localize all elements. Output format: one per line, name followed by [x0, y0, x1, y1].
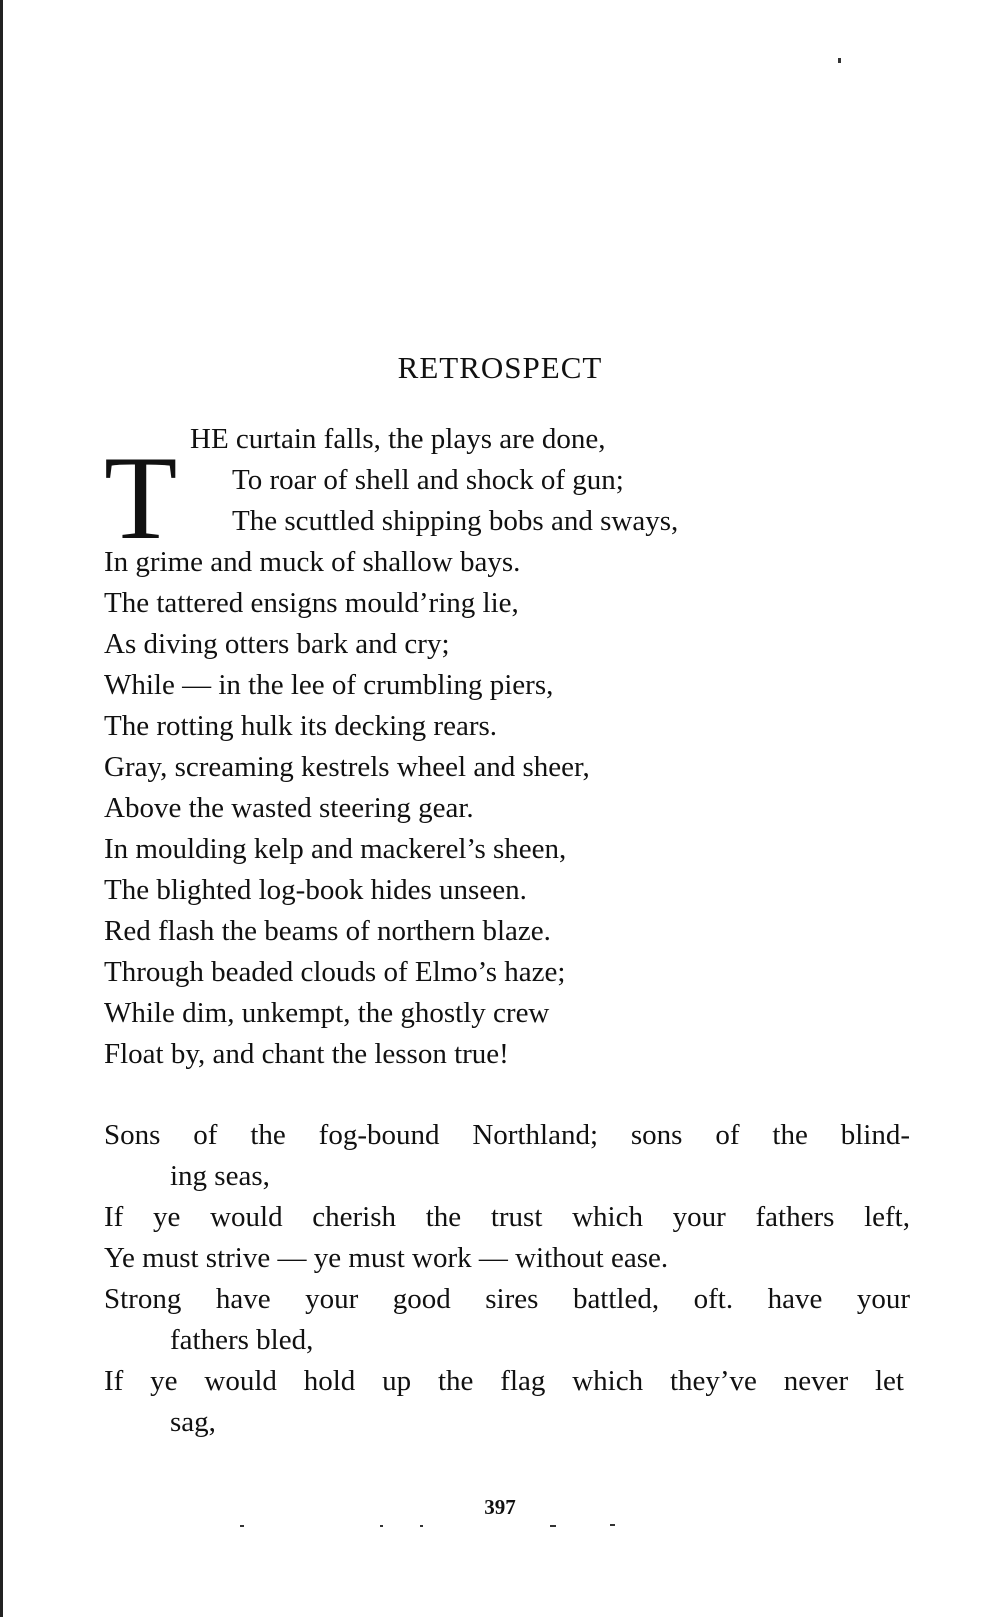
scan-speck [610, 1524, 615, 1526]
poem-line: sag, [170, 1406, 216, 1438]
poem-line: The tattered ensigns mould’ring lie, [104, 587, 519, 619]
scan-speck [240, 1525, 244, 1527]
scan-speck [420, 1525, 423, 1527]
poem-line: To roar of shell and shock of gun; [232, 464, 624, 496]
poem-line: ing seas, [170, 1160, 270, 1192]
page-number: 397 [484, 1495, 516, 1519]
poem-line: Float by, and chant the lesson true! [104, 1038, 509, 1070]
scan-speck [380, 1525, 383, 1527]
poem-line: Strong have your good sires battled, oft. have your [104, 1283, 910, 1315]
poem-line: As diving otters bark and cry; [104, 628, 450, 660]
poem-line: If ye would hold up the flag which they’ve never let [104, 1365, 904, 1397]
poem-line: HE curtain falls, the plays are done, [190, 423, 606, 455]
poem-line: In moulding kelp and mackerel’s sheen, [104, 833, 567, 865]
poem-title: RETROSPECT [397, 350, 603, 385]
poem-line: While dim, unkempt, the ghostly crew [104, 997, 550, 1029]
scan-speck [550, 1525, 556, 1527]
poem-line: The rotting hulk its decking rears. [104, 710, 498, 742]
poem-line: Above the wasted steering gear. [104, 792, 474, 824]
poem-line: Sons of the fog-bound Northland; sons of the blind- [104, 1119, 910, 1151]
poem-line: Red flash the beams of northern blaze. [104, 915, 551, 947]
poem-line: The blighted log-book hides unseen. [104, 874, 527, 906]
poem-line: In grime and muck of shallow bays. [104, 546, 521, 578]
poem-line: Ye must strive — ye must work — without ease. [104, 1242, 669, 1274]
page-edge [0, 0, 3, 1617]
poem-line: The scuttled shipping bobs and sways, [232, 505, 679, 537]
poem-line: fathers bled, [170, 1324, 314, 1356]
poem-line: Through beaded clouds of Elmo’s haze; [104, 956, 566, 988]
poem-line: Gray, screaming kestrels wheel and sheer, [104, 751, 590, 783]
drop-cap: T [104, 431, 178, 564]
scan-speck [838, 58, 841, 63]
poem-line: If ye would cherish the trust which your fathers left, [104, 1201, 910, 1233]
poem-line: While — in the lee of crumbling piers, [104, 669, 554, 701]
